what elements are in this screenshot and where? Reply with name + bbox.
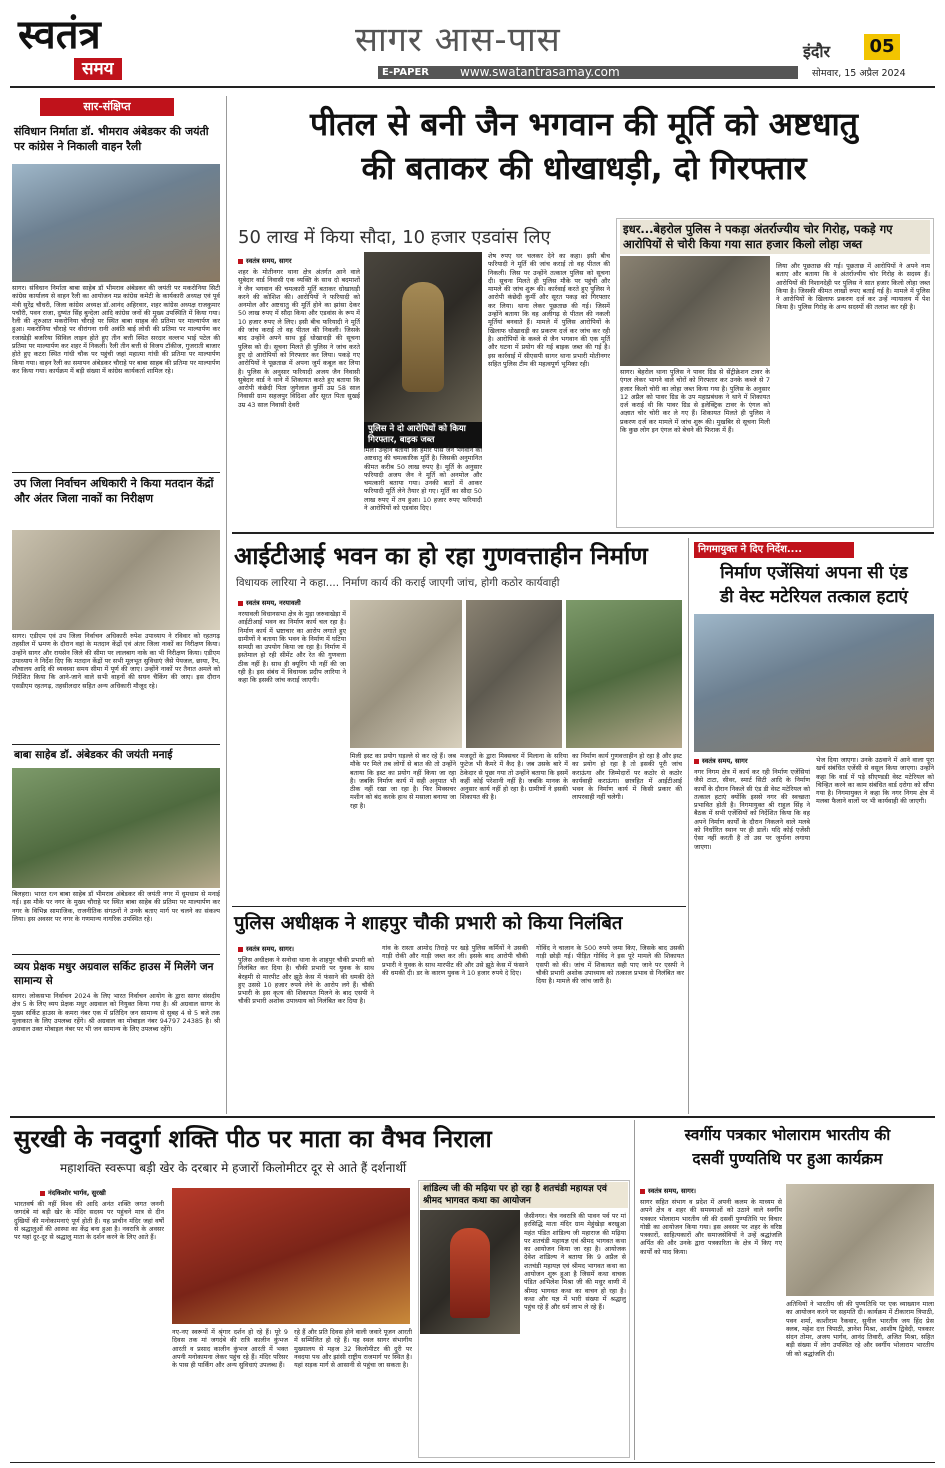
sidebar-tag: सार-संक्षिप्त (40, 98, 174, 116)
surkhi-column-2: नए-नए स्वरूपों में श्रृंगार दर्शन हो रहे हैं। पूरे 9 दिवस तक मां जगदंबे की रात्रि कालीन कुंभज आरती व प्रसाद कालीन कुंभज आरती में भक्त अपनी मनोकामना लेकर पहुंच रहे हैं। मंदिर परिसर के पास ही पार्किंग और अन्य सुविधाएं उपलब्ध हैं। (172, 1328, 288, 1370)
lead-byline (238, 256, 348, 265)
iti-subhead: विधायक लारिया ने कहा.... निर्माण कार्य की कराई जाएगी जांच, होगी कठोर कार्यवाही (236, 577, 560, 589)
iti-column-1: नरयावली विधानसभा क्षेत्र के मुड़ा जरुवाखेड़ा में आईटीआई भवन का निर्माण कार्य चल रहा है। निर्माण कार्य में भ्रष्टाचार का आरोप लगाते हुए ग्रामीणों ने बताया कि भवन के निर्माण में घटिया सामग्री का उपयोग किया जा रहा है। निर्माण में इस्तेमाल हो रही सीमेंट और रेत की गुणवत्ता ठीक नहीं है। साथ ही क्यूरिंग भी नहीं की जा रही है। इस संबंध में विधायक प्रदीप लारिया ने कहा कि इसकी जांच कराई जाएगी। (238, 610, 346, 685)
police-column-3: गोविंद ने चालान के 500 रुपये जमा किए, जिसके बाद उसकी गाड़ी छोड़ी गई। पीड़ित गोविंद ने इस पूरे मामले की शिकायत एसपी को की। जांच में शिकायत सही पाए जाने पर एसपी ने चौकी प्रभारी अशोक उपाध्याय को तत्काल प्रभाव से निलंबित कर दिया है। मामले की जांच जारी है। (536, 944, 684, 986)
middle-rule (10, 1116, 935, 1118)
katha-photo (420, 1210, 520, 1334)
surkhi-column-1: भारतवर्ष की नहीं विश्व की आदि अनंत शक्ति जगत जननी जगदंबे मां बड़ी खेर के मंदिर सदस्य पर पहुंचने मात्र से दीन दुखियों की मनोकामनाएं पूर्ण होती हैं। यह प्राचीन मंदिर जहां वर्षों से श्रद्धालुओं की आस्था का केंद्र बना हुआ है। नवरात्रि के अवसर पर यहां दूर-दूर से श्रद्धालु माता के दर्शन करने के लिए आते हैं। (14, 1200, 164, 1242)
sidebar-brief-4-title: व्यय प्रेक्षक मधुर अग्रवाल सर्किट हाउस में मिलेंगे जन सामान्य से (14, 961, 214, 987)
iti-headline: आईटीआई भवन का हो रहा गुणवत्ताहीन निर्माण (234, 542, 648, 570)
iti-column-rule (688, 538, 689, 1114)
police-top-rule (232, 906, 686, 907)
sidebar-brief-4-body: सागर। लोकसभा निर्वाचन 2024 के लिए भारत निर्वाचन आयोग के द्वारा सागर संसदीय क्षेत्र 5 के लिए व्यय प्रेक्षक मधुर अग्रवाल को नियुक्त किया गया है। श्री अग्रवाल सागर के मुख्य सर्किट हाउस के कमरा नंबर एक में प्रतिदिन जन सामान्य से सुबह 4 से 5 बजे तक मुलाकात के लिए उपलब्ध रहेंगे। श्री अग्रवाल का मोबाइल नंबर 94797 24385 है। श्री अग्रवाल उक्त मोबाइल नंबर पर भी जन सामान्य के लिए उपलब्ध रहेंगे। (12, 992, 220, 1034)
bholaram-headline-1: स्वर्गीय पत्रकार भोलाराम भारतीय की (684, 1126, 891, 1144)
meeting-photo (694, 614, 934, 752)
bholaram-column-1: सागर सहित संभाग व प्रदेश में अपनी कलम के माध्यम से अपने क्षेत्र व शहर की समस्याओं को उठाने वाले स्वर्गीय पत्रकार भोलाराम भारतीय जी की दसवीं पुण्यतिथि पर विचार गोष्ठी का आयोजन किया गया। इस अवसर पर शहर के वरिष्ठ पत्रकारों, साहित्यकारों और समाजसेवियों ने उन्हें श्रद्धांजलि अर्पित की और उनके द्वारा पत्रकारिता के क्षेत्र में किए गए कार्यों को याद किया। (640, 1198, 782, 1256)
police-column-2: गांव के रास्ता आमोद तिराहे पर खड़े पुलिस कर्मियों ने उसकी गाड़ी रोकी और गाड़ी जब्त कर ली। इसके बाद आरोपी चौकी प्रभारी ने युवक के साथ मारपीट की और उसे झूठे केस में फंसाने की धमकी दी। डर के कारण युवक ने 10 हजार रुपये दे दिए। (382, 944, 528, 977)
surkhi-subhead: महाशक्ति स्वरूपा बड़ी खेर के दरबार मे हजारों किलोमीटर दूर से आते हैं दर्शनार्थी (60, 1161, 407, 1175)
page-number: 05 (864, 34, 900, 60)
lead-byline-text: स्वतंत्र समय, सागर (246, 257, 292, 265)
idol-photo-caption: पुलिस ने दो आरोपियों को किया गिरफ्तार, बाइक जब्त (364, 422, 482, 448)
lead-subhead: 50 लाख में किया सौदा, 10 हजार एडवांस लिए (238, 227, 551, 248)
iti-photo-1 (350, 600, 462, 748)
nigam-column-1: नगर निगम क्षेत्र में कार्य कर रही निर्माण एजेंसियां जैसे टाटा, सीवर, स्मार्ट सिटी आदि के निर्माण कार्यों के दौरान निकले सी एंड डी वेस्ट मटेरियल को तत्काल हटाएं क्योंकि इससे नगर की स्वच्छता प्रभावित होती है। निगमायुक्त श्री राहुल सिंह ने बैठक में सभी एजेंसियों को निर्देशित किया कि वह अपने निर्माण कार्यों के दौरान निकलने वाले मलबे को निर्धारित स्थान पर ही डालें। यदि कोई एजेंसी ऐसा नहीं करती है तो उस पर जुर्माना लगाया जाएगा। (694, 768, 810, 851)
bottom-column-rule (634, 1120, 635, 1460)
sidebar-brief-1-title: संविधान निर्माता डॉ. भीमराव अंबेडकर की जयंती पर कांग्रेस ने निकाली वाहन रैली (14, 125, 209, 153)
nigam-byline-text: स्वतंत्र समय, सागर (702, 757, 748, 765)
logo-bottom: समय (74, 58, 122, 80)
byline-marker (40, 1191, 45, 1196)
nigam-tag: निगमायुक्त ने दिए निर्देश.... (694, 542, 854, 558)
sidebar-brief-2-body: सागर। एडीएम एवं उप जिला निर्वाचन अधिकारी रुपेश उपाध्याय ने रविवार को रहतगढ़ तहसील में भ्रमण के दौरान वहां के मतदान केंद्रों एवं अंतर जिला नाकों का निरीक्षण किया। उन्होंने सागर और रायसेन जिले की सीमा पर लालबाग नाके का भी निरीक्षण किया। एडीएम उपाध्याय ने निर्देश दिए कि मतदान केंद्रों पर सभी मूलभूत सुविधाएं जैसे पेयजल, छाया, रैंप, शौचालय आदि की व्यवस्था समय सीमा में पूर्ण की जाए। उन्होंने नाकों पर तैनात अमले को निर्देशित किया कि आने-जाने वाले सभी वाहनों की सघन चैकिंग की जाए। इस दौरान एसडीएम रहतगढ़, तहसीलदार सहित अन्य अधिकारी मौजूद रहे। (12, 632, 220, 690)
katha-headline: शांडिल्य जी की मढ़िया पर हो रहा है शतचंडी महायज्ञ एवं श्रीमद भागवत कथा का आयोजन (420, 1182, 628, 1208)
idol-figure (402, 282, 444, 392)
byline-marker (640, 1189, 645, 1194)
idol-photo (364, 252, 482, 422)
katha-body: जैसीनगर। चैत्र नवरात्रि की पावन पर्व पर मां हरसिद्धि माता मंदिर ग्राम मेहुंखेड़ा बरखुआ महंत पंडित शांडिल्य जी महाराज की मढ़िया पर शतचंडी महायज्ञ एवं श्रीमद भागवत कथा का आयोजन किया जा रहा है। आयोजक देवेश शांडिल्य ने बताया कि 9 अप्रैल से शतचंडी महायज्ञ एवं श्रीमद भागवत कथा का आयोजन शुरू हुआ है जिसमें कथा वाचक पंडित अभिलेश मिश्रा जी की मधुर वाणी में श्रीमद भागवत कथा का वाचन हो रहा है। कथा और यज्ञ में भारी संख्या में श्रद्धालु पहुंच रहे हैं और धर्म लाभ ले रहे हैं। (524, 1212, 626, 1312)
theft-body-1: सागर। बेहरोल थाना पुलिस ने पावर ग्रिड से सेंट्रीक्रेशन टावर के एंगल लेकर भागने वाले चोरों को गिरफ्तार कर उनके कब्जे से 7 हजार किलो चोरी का लोहा जब्त किया गया है। पुलिस के अनुसार 12 अप्रैल को पावर ग्रिड के उप महाप्रबंधक ने थाने में शिकायत दर्ज कराई थी कि पावर ग्रिड से इलेक्ट्रिक टावर के एंगल को अज्ञात चोर चोरी कर ले गए हैं। शिकायत मिलते ही पुलिस ने प्रकरण दर्ज कर मामले में जांच शुरू की। मुखबिर से सूचना मिली कि कुछ लोग इन एंगल को बेचने की फिराक में हैं। (620, 368, 770, 435)
surkhi-column-3: रहे हैं और प्रति दिवस होने वाली जवारे पूजन आरती में सम्मिलित हो रहे हैं। यह स्थल सागर संभागीय मुख्यालय से महज 32 किलोमीटर की दूरी पर नवदया पथ और झांसी राष्ट्रीय राजमार्ग पर स्थित है। यहां सड़क मार्ग से आसानी से पहुंचा जा सकता है। (294, 1328, 412, 1370)
masthead-rule (10, 86, 935, 88)
iti-byline-text: स्वतंत्र समय, नरयावली (246, 599, 301, 607)
sidebar-column-rule (226, 96, 227, 1114)
iti-byline (238, 598, 358, 607)
theft-body-2: लिया और पूछताछ की गई। पूछताछ में आरोपियों ने अपने नाम बताए और बताया कि वे अंतर्राज्यीय चोर गिरोह के सदस्य हैं। आरोपियों की निशानदेही पर पुलिस ने सात हजार किलो लोहा जब्त किया है। जिसकी कीमत लाखों रुपए बताई गई है। मामले में पुलिस ने आरोपियों के खिलाफ प्रकरण दर्ज कर उन्हें न्यायालय में पेश किया है। पुलिस गिरोह के अन्य सदस्यों की तलाश कर रही है। (776, 262, 930, 312)
nigam-column-2: भेज दिया जाएगा। उनके उठवाने में आने वाला पूरा खर्च संबंधित एजेंसी से वसूल किया जाएगा। उन्होंने कहा कि वार्ड में पड़े सीएण्डडी वेस्ट मटेरियल को चिन्हित करने का काम संबंधित वार्ड दरोगा को सौंपा गया है। निगमायुक्त ने कहा कि नगर निगम क्षेत्र में मलबा फैलाने वालों पर भी कार्यवाही की जाएगी। (816, 756, 934, 806)
nigam-headline-1: निर्माण एजेंसियां अपना सी एंड (720, 563, 908, 583)
seized-iron-photo (620, 256, 770, 366)
nigam-headline-2: डी वेस्ट मटेरियल तत्काल हटाएं (720, 587, 908, 607)
byline-marker (238, 601, 243, 606)
iti-photo-2 (466, 600, 562, 748)
bholaram-column-2: अतिथियों ने भारतीय जी की पुण्यतिथि पर एक व्याख्यान माला का आयोजन करने पर सहमति दी। कार्यक्रम में टीकाराम त्रिपाठी, पवन शर्मा, काशीराम रैकवार, सुनील भारतीय जय हिंद प्रेस क्लब, महेश दत्त त्रिपाठी, ज्ञानेश मिश्रा, आशीष द्विवेदी, पत्रकार संदन तोमर, अजय भार्गव, आनंद तिवारी, अजित मिश्रा, सहित बड़ी संख्या में लोग उपस्थित रहे और स्वर्गीय भोलाराम भारतीय जी को श्रद्धांजलि दी। (786, 1300, 934, 1358)
bholaram-headline-2: दसवीं पुण्यतिथि पर हुआ कार्यक्रम (692, 1150, 883, 1168)
surkhi-byline (40, 1188, 160, 1197)
rally-photo (12, 164, 220, 282)
byline-marker (238, 259, 243, 264)
police-byline-text: स्वतंत्र समय, सागर। (246, 945, 295, 953)
iti-column-4: का निर्माण कार्य गुणवत्ताहीन हो रहा है और इस्ट का प्रयोग हो रहा है तो इसकी पूरी जांच कराऊंगा और जिम्मेदारों पर कठोर से कठोर कार्यवाही कराऊंगा। छात्रहित में आईटीआई भवन के निर्माण कार्य में किसी प्रकार की लापरवाही नहीं चलेगी। (572, 752, 682, 802)
logo-top: स्वतंत्र (18, 11, 101, 58)
iti-column-2: मिली इस्ट का प्रयोग घड़ल्ले से कर रहे हैं। जब मौके पर मिले तब लोगों से बात की तो उन्होंने बताया कि इस्ट का प्रयोग नहीं किया जा रहा है। जबकि निर्माण कार्य में सही अनुपात भी ठीक नहीं रखा जा रहा है। फिर मिक्सचर मशीन को बंद करके हाथ से मसाला बनाया जा रहा है। (350, 752, 456, 810)
sidebar-divider-1 (12, 472, 220, 473)
bholaram-byline (640, 1186, 760, 1195)
iti-photo-3 (566, 600, 682, 748)
sidebar-divider-2 (12, 744, 220, 745)
ambedkar-statue-photo (12, 768, 220, 888)
issue-date: सोमवार, 15 अप्रैल 2024 (812, 68, 906, 79)
deity-figure (450, 1228, 490, 1318)
byline-marker (238, 947, 243, 952)
tribute-photo (786, 1184, 934, 1296)
lead-headline-1: पीतल से बनी जैन भगवान की मूर्ति को अष्टधातु (309, 105, 859, 143)
nigam-byline (694, 756, 814, 765)
theft-headline: इधर...बेहरोल पुलिस ने पकड़ा अंतर्राज्यीय चोर गिरोह, पकड़े गए आरोपियों से चोरी किया गया सात हजार किलो लोहा जब्त (620, 220, 930, 254)
sidebar-brief-3-title: बाबा साहेब डॉ. अंबेडकर की जयंती मनाई (14, 749, 173, 761)
logo (18, 11, 178, 80)
website-link[interactable]: www.swatantrasamay.com (460, 65, 620, 79)
city-label: इंदौर (803, 42, 831, 61)
section-title: सागर आस-पास (355, 20, 561, 60)
lead-column-1: शहर के मोतीनगर थाना क्षेत्र अंतर्गत आने वाले सुबेदार वार्ड निवासी एक व्यक्ति के साथ दो बदमाशों ने जैन भगवान की चमत्कारी मूर्ति बताकर धोखाधड़ी करने की कोशिश की। आरोपियों ने फरियादी को अनमोल और अष्टधातु की मूर्ति होने का झांसा देकर 50 लाख रुपए में सौदा किया और एडवांस के रूप में 10 हजार रुपए ले लिए। इसी बीच फरियादी ने मूर्ति की जांच कराई तो वह पीतल की निकली। जिसके बाद उन्होंने अपने साथ हुई धोखाधड़ी की सूचना पुलिस को दी। सूचना मिलते ही पुलिस ने जांच करते हुए दो आरोपियों को गिरफ्तार कर लिया। पकड़े गए आरोपियों ने पूछताछ में अपना जुर्म कबूल कर लिया है। पुलिस के अनुसार फरियादी अजय जैन निवासी सुबेदार वार्ड ने थाने में शिकायत करते हुए बताया कि आरोपी कंछेदी पिता जुगेलाल कुर्मी उम्र 58 साल निवासी ग्राम सहजपुर विदिशा और सूरत पिता सुखई उम्र 43 साल निवासी देवरी (238, 268, 360, 409)
masthead (0, 0, 945, 86)
byline-marker (694, 759, 699, 764)
surkhi-byline-text: नंदकिशोर भार्गव, सुरखी (48, 1189, 106, 1197)
lead-column-3: शेष रुपए घर चलकर देने का कहा। इसी बीच फरियादी ने मूर्ति की जांच कराई तो वह पीतल की निकली। जिस पर उन्होंने तत्काल पुलिस को सूचना दी। सूचना मिलते ही पुलिस मौके पर पहुंची और मामले की जांच शुरू की। कार्रवाई करते हुए पुलिस ने आरोपी कंछेदी कुर्मी और सूरत पकड़ को गिरफ्तार कर लिया। थाना लेकर पूछताछ की गई। जिसमें उन्होंने बताया कि वह अलीगढ़ से पीतल की नकली मूर्तियां बनवाते हैं। मामले में पुलिस आरोपियों के खिलाफ धोखाधड़ी का प्रकरण दर्ज कर जांच कर रही है। आरोपियों के कब्जे से जैन भगवान की एक मूर्ति और घटना में प्रयोग की गई बाइक जब्त की गई है। इस कार्रवाई में सीएसपी सागर थाना प्रभारी मोतीनगर सहित पुलिस टीम की महत्वपूर्ण भूमिका रही। (488, 252, 610, 368)
epaper-label: E-PAPER (382, 67, 429, 78)
police-headline: पुलिस अधीक्षक ने शाहपुर चौकी प्रभारी को किया निलंबित (234, 913, 623, 934)
page-bottom-rule (10, 1462, 935, 1463)
bholaram-byline-text: स्वतंत्र समय, सागर। (648, 1187, 697, 1195)
inspection-photo (12, 530, 220, 630)
police-column-1: पुलिस अधीक्षक ने सनोधा थाना के शाहपुर चौकी प्रभारी को निलंबित कर दिया है। चौकी प्रभारी पर युवक के साथ बेरहमी से मारपीट और झूठे केस में फंसाने की धमकी देते हुए उससे 10 हजार रुपये लेने के आरोप लगे हैं। चौकी प्रभारी के इस कृत्य की शिकायत मिलने के बाद एसपी ने चौकी प्रभारी अशोक उपाध्याय को निलंबित कर दिया है। (238, 956, 374, 1006)
iti-column-3: मजदूरों के द्वारा मिक्सचर में मिलाना के सरिया फुटेज भी कैमरे में कैद है। जब उसके बारे में ठेकेदार से पूछा गया तो उन्होंने बताया कि इसमें कहीं कोई परेशानी नहीं है। जबकि मानक के अनुसार कार्य नहीं हो रहा है। ग्रामीणों ने इसकी शिकायत की है। (460, 752, 568, 802)
police-byline (238, 944, 348, 953)
lead-headline-2: की बताकर की धोखाधड़ी, दो गिरफ्तार (361, 149, 807, 187)
sidebar-brief-2-title: उप जिला निर्वाचन अधिकारी ने किया मतदान केंद्रों और अंतर जिला नाकों का निरीक्षण (14, 477, 214, 505)
sidebar-brief-1-body: सागर। संविधान निर्माता बाबा साहेब डॉ भीमराव अंबेडकर की जयंती पर मकरोनिया सिटी कांग्रेस कार्यालय से वाहन रैली का आयोजन मप्र कांग्रेस कमेटी के कार्यकारी अध्यक्ष एवं पूर्व मंत्री सुरेंद्र चौधरी, जिला कांग्रेस अध्यक्ष डॉ.आनंद अहिरवार, शहर कांग्रेस अध्यक्ष राजकुमार पचौरी, पवन राजा, दुष्यंत सिंह बुन्देला आदि कांग्रेस जनों की मुख्य उपस्थिति में किया गया। रैली की शुरुआत मकरोनिया चौराहे पर स्थित बाबा साहब की प्रतिमा पर माल्यार्पण कर हुआ। मकरोनिया चौराहे पर वीरांगना रानी अवंति बाई लोधी की प्रतिमा पर माल्यार्पण कर रजाखेड़ी बजरिया सिविल लाइन होते हुए तीन बत्ती स्थित सरदार वल्लभ भाई पटेल की प्रतिमा पर माल्यार्पण कर शहर में निकली। रैली तीन बत्ती से विजय टॉकीज, गुजराती बाजार होते हुए कटरा स्थित गांधी चौक पर पहुंची जहां महात्मा गांधी की प्रतिमा पर माल्यार्पण किया गया। वाहन रैली का समापन अंबेडकर चौराहे पर बाबा साहब की प्रतिमा पर माल्यार्पण कर किया गया। कार्यक्रम में बड़ी संख्या में कांग्रेस कार्यकर्ता शामिल रहे। (12, 284, 220, 375)
lead-column-2: मिले। उन्होंने बताया कि हमारे पास जैन भगवान की अष्टधातु की चमत्कारिक मूर्ति है। जिसकी अनुमानित कीमत करीब 50 लाख रुपए है। मूर्ति के अनुसार फरियादी अजय जैन ने मूर्ति को अनमोल और चमत्कारी बताया गया। उनकी बातों में आकर फरियादी मूर्ति लेने तैयार हो गए। मूर्ति का सौदा 50 लाख रुपए में तय हुआ। 10 हजार रुपए फरियादी ने आरोपियों को एडवांस दिए। (364, 446, 482, 513)
surkhi-headline: सुरखी के नवदुर्गा शक्ति पीठ पर माता का वैभव निराला (14, 1125, 492, 1153)
sidebar-divider-3 (12, 954, 220, 955)
lead-bottom-rule (232, 532, 934, 534)
sidebar-brief-3-body: बिलहरा। भारत रत्न बाबा साहेब डॉ भीमराव अंबेडकर की जयंती नगर में धूमधाम से मनाई गई। इस मौके पर नगर के मुख्य चौराहे पर स्थित बाबा साहेब की प्रतिमा पर माल्यार्पण कर नगर के विभिन्न सामाजिक, राजनीतिक संगठनों ने उनके बताए मार्ग पर चलने का संकल्प लिया। इस अवसर पर नगर के गणमान्य नागरिक उपस्थित रहे। (12, 890, 220, 923)
temple-photo (172, 1188, 410, 1324)
